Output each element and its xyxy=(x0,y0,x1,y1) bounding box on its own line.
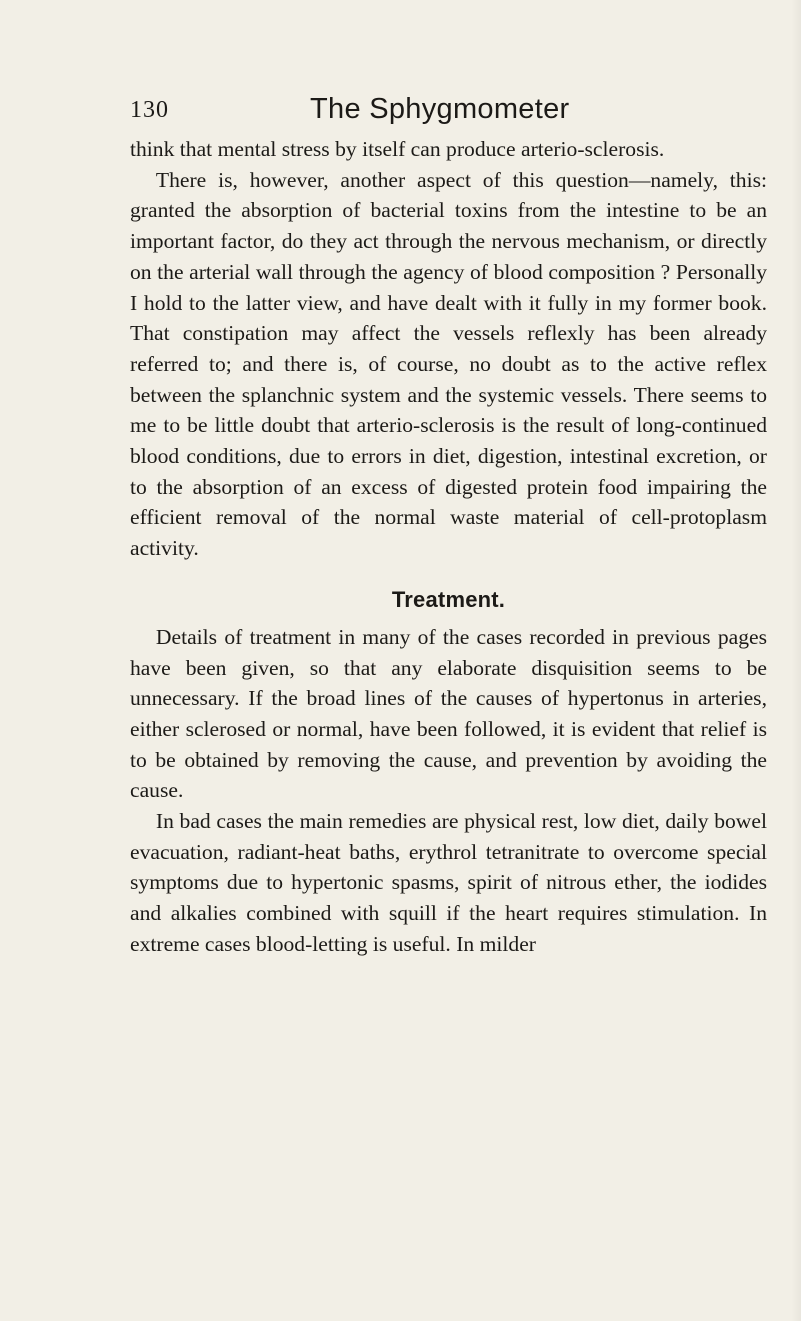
paragraph-continuation: think that mental stress by itself can produce arterio-sclerosis. xyxy=(130,137,665,161)
section-heading-treatment: Treatment. xyxy=(391,586,506,612)
paragraph-bad-cases: In bad cases the main remedies are physical rest, low diet, daily bowel evacuation, radiant-heat baths, erythrol tetranitrate to overcome special symptoms due to hypertonic spasms, spirit of nitrous ether, the iodides and alkalies combined with squill if the heart requires stimulation. In extreme cases blood-letting is useful. In milder xyxy=(130,809,767,956)
running-title: The Sphygmometer xyxy=(310,93,570,125)
page-edge-shadow xyxy=(791,0,801,1321)
paragraph-treatment-details: Details of treatment in many of the cases recorded in previous pages have been given, so that any elaborate disquisition seems to be unnecessary. If the broad lines of the causes of hypertonus in arteries, either sclerosed or normal, have been followed, it is evident that relief is to be obtained by removing the cause, and prevention by avoiding the cause. xyxy=(130,624,767,803)
page-number: 130 xyxy=(130,97,169,123)
paragraph-aspect: There is, however, another aspect of this question—namely, this: granted the absorption of bacterial toxins from the intestine to be an important factor, do they act through the nervous mechanism, or directly on the arterial wall through the agency of blood composition ? Personally I hold to the latter view, and have dealt with it fully in my former book. That constipation may affect the vessels reflexly has been already referred to; and there is, of course, no doubt as to the active reflex between the splanchnic system and the systemic vessels. There seems to me to be little doubt that arterio-sclerosis is the result of long-continued blood conditions, due to errors in diet, digestion, intestinal excretion, or to the absorption of an excess of digested protein food impairing the efficient removal of the normal waste material of cell-protoplasm activity. xyxy=(130,167,767,561)
page-header xyxy=(130,95,770,135)
body-text xyxy=(130,134,767,960)
